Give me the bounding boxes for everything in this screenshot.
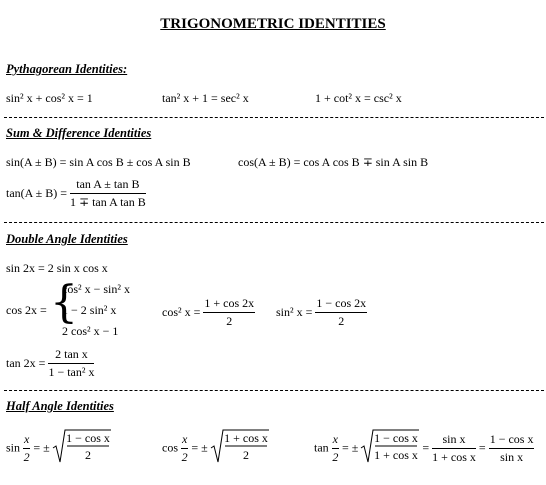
sin-sq-fraction [315,296,367,329]
equals-sign: = [478,440,486,455]
fraction-numerator: sin x [432,432,476,449]
section-heading-half-angle: Half Angle Identities [6,399,114,413]
radicand-numerator: 1 − cos x [65,431,110,445]
tan2x-lhs: tan 2x = [6,356,46,370]
cos-sq-lhs: cos² x = [162,305,201,319]
fraction-denominator: 1 + cos x [432,449,476,464]
half-cos-fn: cos [162,440,178,455]
section-divider [4,117,544,118]
radical-sign-icon [361,428,419,464]
fraction-numerator: x [181,432,188,449]
square-root [53,428,111,468]
tan-half-fraction-1 [432,432,476,465]
fraction-numerator: 2 tan x [48,347,94,364]
sum-difference-sin-identity: sin(A ± B) = sin A cos B ± cos A sin B [6,155,191,169]
left-brace: { [50,277,78,328]
double-angle-sin-identity: sin 2x = 2 sin x cos x [6,261,108,275]
fraction-denominator: sin x [500,449,524,464]
half-angle-sin-identity [6,428,111,468]
plus-minus-sign: = ± [33,440,50,455]
square-root [211,428,269,468]
half-angle-tan-identity [314,428,534,468]
fraction-denominator: 2 [226,314,233,328]
radicand-denominator: 2 [242,448,249,462]
fraction-numerator: 1 − cos x [489,432,535,449]
half-x-fraction [332,432,339,465]
fraction-numerator: x [332,432,339,449]
section-divider [4,222,544,223]
radicand-numerator: 1 + cos x [223,431,268,445]
double-angle-cos-lhs: cos 2x = [6,303,47,317]
section-heading-double-angle: Double Angle Identities [6,232,128,246]
cos2x-case-1: cos² x − sin² x [62,282,130,296]
cos2x-case-2: 1 − 2 sin² x [62,303,117,317]
sum-difference-tan-identity [6,177,146,210]
fraction-denominator: 1 − tan² x [48,365,95,379]
fraction-denominator: 2 [332,449,339,464]
double-angle-tan-identity [6,347,94,380]
radicand-denominator: 2 [84,448,91,462]
fraction-numerator: 1 + cos 2x [203,296,255,313]
cos2x-case-3: 2 cos² x − 1 [62,324,119,338]
cos-sq-fraction [203,296,255,329]
fraction-denominator: 2 [181,449,188,464]
fraction-numerator: tan A ± tan B [70,177,146,194]
fraction-numerator: 1 − cos 2x [315,296,367,313]
half-tan-fn: tan [314,440,329,455]
section-heading-sum-difference: Sum & Difference Identities [6,126,152,140]
sin-sq-lhs: sin² x = [276,305,313,319]
plus-minus-sign: = ± [191,440,208,455]
power-reduction-cos-identity [162,296,255,329]
radical-sign-icon [211,428,269,464]
fraction-numerator: x [23,432,30,449]
pythagorean-sin-cos-identity: sin² x + cos² x = 1 [6,91,93,105]
fraction-denominator: 2 [23,449,30,464]
plus-minus-sign: = ± [342,440,359,455]
tan2x-fraction [48,347,94,380]
fraction-denominator: 2 [338,314,345,328]
tan-sum-lhs: tan(A ± B) = [6,186,68,200]
pythagorean-cot-csc-identity: 1 + cot² x = csc² x [315,91,402,105]
square-root [361,428,419,468]
half-x-fraction [23,432,30,465]
section-divider [4,390,544,391]
radical-sign-icon [53,428,111,464]
power-reduction-sin-identity [276,296,367,329]
half-x-fraction [181,432,188,465]
page-title: TRIGONOMETRIC IDENTITIES [160,16,386,32]
radicand-numerator: 1 − cos x [374,431,419,445]
tan-half-fraction-2 [489,432,535,465]
fraction-denominator: 1 ∓ tan A tan B [70,195,146,209]
equals-sign: = [422,440,430,455]
section-heading-pythagorean: Pythagorean Identities: [6,62,128,76]
half-sin-fn: sin [6,440,21,455]
half-angle-cos-identity [162,428,269,468]
radicand-denominator: 1 + cos x [374,448,419,462]
tan-sum-fraction [70,177,146,210]
pythagorean-tan-sec-identity: tan² x + 1 = sec² x [162,91,249,105]
sum-difference-cos-identity: cos(A ± B) = cos A cos B ∓ sin A sin B [238,155,429,169]
